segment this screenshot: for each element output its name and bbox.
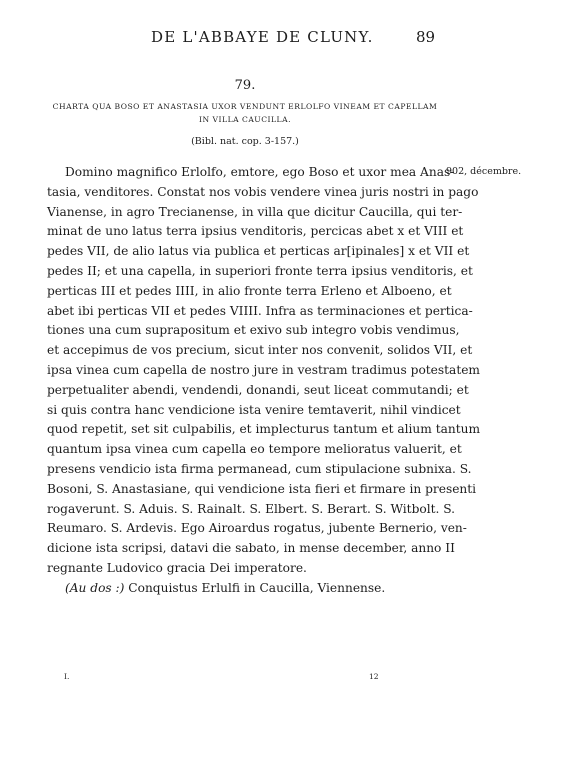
body-line: Reumaro. S. Ardevis. Ego Airoardus rogatus, jubente Bernerio, ven- [47, 521, 467, 536]
charter-title-line: CHARTA QUA BOSO ET ANASTASIA UXOR VENDUNT ERLOLFO VINEAM ET CAPELLAM [52, 102, 438, 111]
body-line: si quis contra hanc vendicione ista venire temtaverit, nihil vindicet [47, 402, 461, 417]
body-line: ipsa vinea cum capella de nostro jure in vestram tradimus potestatem [47, 362, 480, 377]
dorse-line [47, 579, 447, 599]
dorse-text: Conquistus Erlulfi in Caucilla, Viennense. [124, 580, 386, 595]
body-line: pedes II; et una capella, in superiori fronte terra ipsius venditoris, et [47, 263, 473, 278]
running-header [0, 28, 565, 50]
body-line: abet ibi perticas VII et pedes VIIII. Infra as terminaciones et pertica- [47, 303, 473, 318]
body-line: dicione ista scripsi, datavi die sabato, in mense december, anno II [47, 541, 455, 556]
body-line: et accepimus de vos precium, sicut inter nos convenit, solidos VII, et [47, 343, 473, 358]
running-title: DE L'ABBAYE DE CLUNY. [151, 28, 374, 46]
body-line: quod repetit, set sit culpabilis, et implecturus tantum et alium tantum [47, 422, 481, 437]
charter-title-line: IN VILLA CAUCILLA. [198, 115, 291, 124]
charter-title [50, 100, 440, 126]
body-line: Domino magnifico Erlolfo, emtore, ego Boso et uxor mea Anas- [65, 165, 455, 179]
body-line: tiones una cum suprapositum et exivo sub integro vobis vendimus, [47, 323, 460, 338]
body-line: presens vendicio ista firma permanead, cum stipulacione subnixa. S. [47, 461, 472, 476]
page-number: 89 [416, 28, 436, 46]
body-line: minat de uno latus terra ipsius venditoris, percicas abet x et VIII et [47, 224, 464, 239]
source-reference: (Bibl. nat. cop. 3-157.) [191, 136, 299, 147]
body-line: perticas III et pedes IIII, in alio fronte terra Erleno et Alboeno, et [47, 283, 452, 298]
dorse-label: (Au dos :) [65, 580, 125, 595]
charter-body [47, 163, 481, 599]
body-line: Vianense, in agro Trecianense, in villa que dicitur Caucilla, qui ter- [47, 204, 463, 219]
body-line: perpetualiter abendi, vendendi, donandi, seut liceat commutandi; et [47, 382, 469, 397]
body-line: Bosoni, S. Anastasiane, qui vendicione ista fieri et firmare in presenti [47, 481, 477, 496]
body-line: rogaverunt. S. Aduis. S. Rainalt. S. Elbert. S. Berart. S. Witbolt. S. [47, 501, 456, 516]
body-line: tasia, venditores. Constat nos vobis vendere vinea juris nostri in pago [47, 184, 479, 199]
body-line: pedes VII, de alio latus via publica et perticas ar[ipinales] x et VII et [47, 244, 470, 259]
date-margin-note: 902, décembre. [446, 166, 522, 177]
signature-mark-left: I. [64, 672, 70, 681]
body-line: regnante Ludovico gracia Dei imperatore. [47, 560, 307, 575]
signature-mark-right: 12 [369, 672, 379, 681]
body-line: quantum ipsa vinea cum capella eo tempore melioratus valuerit, et [47, 442, 462, 457]
charter-number: 79. [234, 78, 256, 93]
